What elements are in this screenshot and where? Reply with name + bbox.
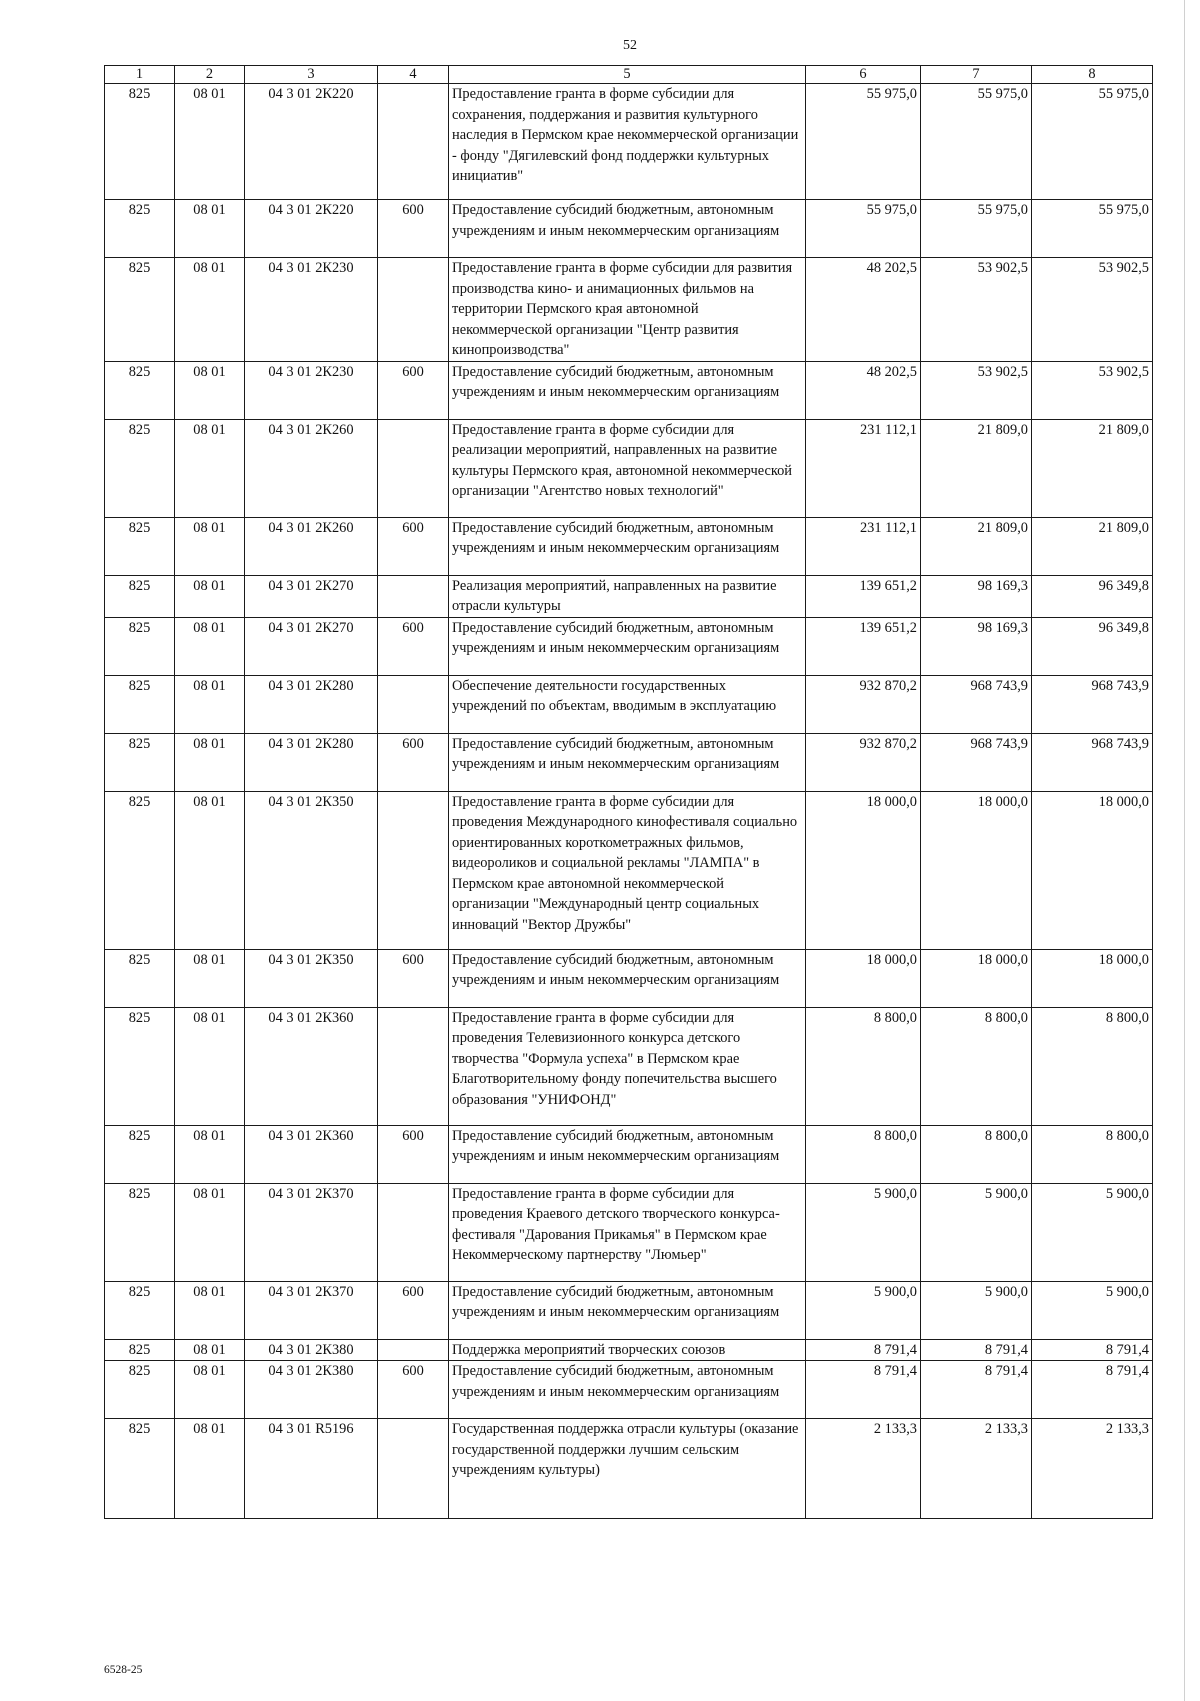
cell-expense-type: 600 [378,1281,449,1339]
table-row [105,1007,1153,1125]
cell-section-code: 08 01 [175,258,245,362]
table-row [105,1125,1153,1183]
cell-target-article: 04 3 01 2К220 [245,84,378,200]
cell-target-article: 04 3 01 2К280 [245,733,378,791]
cell-section-code: 08 01 [175,517,245,575]
cell-target-article: 04 3 01 R5196 [245,1419,378,1519]
cell-amount-year-2: 8 791,4 [921,1339,1032,1361]
cell-department-code: 825 [105,1281,175,1339]
cell-department-code: 825 [105,419,175,517]
cell-description: Поддержка мероприятий творческих союзов [449,1339,806,1361]
budget-table [104,65,1153,1519]
cell-description: Предоставление субсидий бюджетным, автономным учреждениям и иным некоммерческим организациям [449,1281,806,1339]
cell-description: Предоставление гранта в форме субсидии для проведения Телевизионного конкурса детского творчества "Формула успеха" в Пермском крае Благотворительному фонду попечительства высшего образования "УНИФОНД" [449,1007,806,1125]
cell-expense-type: 600 [378,200,449,258]
cell-description: Предоставление гранта в форме субсидии для развития производства кино- и анимационных фильмов на территории Пермского края автономной некоммерческой организации "Центр развития кинопроизводства" [449,258,806,362]
cell-amount-year-2: 18 000,0 [921,949,1032,1007]
cell-target-article: 04 3 01 2К270 [245,575,378,617]
cell-description: Предоставление субсидий бюджетным, автономным учреждениям и иным некоммерческим организациям [449,733,806,791]
cell-amount-year-1: 932 870,2 [806,733,921,791]
table-row [105,617,1153,675]
cell-amount-year-3: 18 000,0 [1032,949,1153,1007]
cell-section-code: 08 01 [175,733,245,791]
table-row [105,1183,1153,1281]
cell-target-article: 04 3 01 2К220 [245,200,378,258]
cell-department-code: 825 [105,1007,175,1125]
table-row [105,949,1153,1007]
cell-description: Предоставление субсидий бюджетным, автономным учреждениям и иным некоммерческим организациям [449,1361,806,1419]
cell-target-article: 04 3 01 2К380 [245,1361,378,1419]
cell-amount-year-3: 21 809,0 [1032,419,1153,517]
cell-amount-year-2: 21 809,0 [921,517,1032,575]
cell-amount-year-3: 96 349,8 [1032,617,1153,675]
cell-target-article: 04 3 01 2К230 [245,361,378,419]
cell-amount-year-2: 53 902,5 [921,258,1032,362]
cell-amount-year-3: 21 809,0 [1032,517,1153,575]
cell-target-article: 04 3 01 2К370 [245,1183,378,1281]
cell-section-code: 08 01 [175,575,245,617]
table-header [105,66,1153,84]
cell-section-code: 08 01 [175,1339,245,1361]
table-row [105,791,1153,949]
cell-amount-year-2: 8 800,0 [921,1007,1032,1125]
cell-section-code: 08 01 [175,84,245,200]
cell-expense-type: 600 [378,517,449,575]
cell-description: Предоставление гранта в форме субсидии для проведения Краевого детского творческого конкурса-фестиваля "Дарования Прикамья" в Пермском крае Некоммерческому партнерству "Люмьер" [449,1183,806,1281]
table-row [105,258,1153,362]
column-header-4: 4 [378,66,449,84]
cell-description: Предоставление субсидий бюджетным, автономным учреждениям и иным некоммерческим организациям [449,1125,806,1183]
column-header-7: 7 [921,66,1032,84]
cell-section-code: 08 01 [175,419,245,517]
cell-amount-year-2: 55 975,0 [921,84,1032,200]
cell-department-code: 825 [105,675,175,733]
cell-target-article: 04 3 01 2К260 [245,419,378,517]
cell-amount-year-2: 18 000,0 [921,791,1032,949]
cell-amount-year-2: 8 800,0 [921,1125,1032,1183]
table-row [105,517,1153,575]
cell-amount-year-3: 968 743,9 [1032,733,1153,791]
cell-amount-year-2: 8 791,4 [921,1361,1032,1419]
cell-amount-year-2: 53 902,5 [921,361,1032,419]
column-header-6: 6 [806,66,921,84]
cell-description: Государственная поддержка отрасли культуры (оказание государственной поддержки лучшим сельским учреждениям культуры) [449,1419,806,1519]
cell-section-code: 08 01 [175,200,245,258]
cell-section-code: 08 01 [175,1281,245,1339]
cell-department-code: 825 [105,617,175,675]
cell-expense-type [378,1419,449,1519]
cell-target-article: 04 3 01 2К350 [245,791,378,949]
cell-amount-year-3: 5 900,0 [1032,1281,1153,1339]
cell-amount-year-2: 2 133,3 [921,1419,1032,1519]
cell-amount-year-2: 5 900,0 [921,1183,1032,1281]
table-row [105,733,1153,791]
cell-section-code: 08 01 [175,1183,245,1281]
cell-amount-year-3: 18 000,0 [1032,791,1153,949]
cell-target-article: 04 3 01 2К360 [245,1007,378,1125]
cell-description: Предоставление субсидий бюджетным, автономным учреждениям и иным некоммерческим организациям [449,200,806,258]
column-header-1: 1 [105,66,175,84]
cell-amount-year-1: 8 791,4 [806,1339,921,1361]
cell-amount-year-1: 5 900,0 [806,1183,921,1281]
table-row [105,84,1153,200]
cell-department-code: 825 [105,1419,175,1519]
cell-amount-year-3: 8 791,4 [1032,1361,1153,1419]
cell-section-code: 08 01 [175,1419,245,1519]
cell-amount-year-2: 968 743,9 [921,733,1032,791]
cell-expense-type: 600 [378,733,449,791]
table-row [105,1361,1153,1419]
cell-amount-year-3: 55 975,0 [1032,200,1153,258]
cell-amount-year-3: 5 900,0 [1032,1183,1153,1281]
cell-amount-year-3: 8 800,0 [1032,1125,1153,1183]
cell-section-code: 08 01 [175,617,245,675]
table-row [105,1419,1153,1519]
cell-description: Реализация мероприятий, направленных на развитие отрасли культуры [449,575,806,617]
cell-department-code: 825 [105,1361,175,1419]
cell-expense-type: 600 [378,1361,449,1419]
cell-amount-year-3: 2 133,3 [1032,1419,1153,1519]
cell-amount-year-1: 18 000,0 [806,949,921,1007]
cell-target-article: 04 3 01 2К380 [245,1339,378,1361]
cell-description: Обеспечение деятельности государственных учреждений по объектам, вводимым в эксплуатацию [449,675,806,733]
cell-amount-year-1: 5 900,0 [806,1281,921,1339]
cell-expense-type [378,419,449,517]
cell-description: Предоставление гранта в форме субсидии для сохранения, поддержания и развития культурного наследия в Пермском крае некоммерческой организации - фонду "Дягилевский фонд поддержки культурных инициатив" [449,84,806,200]
cell-section-code: 08 01 [175,1007,245,1125]
cell-description: Предоставление гранта в форме субсидии для реализации мероприятий, направленных на развитие культуры Пермского края, автономной некоммерческой организации "Агентство новых технологий" [449,419,806,517]
cell-amount-year-1: 139 651,2 [806,575,921,617]
cell-amount-year-3: 53 902,5 [1032,361,1153,419]
table-row [105,1281,1153,1339]
cell-department-code: 825 [105,949,175,1007]
cell-department-code: 825 [105,84,175,200]
cell-amount-year-2: 968 743,9 [921,675,1032,733]
cell-description: Предоставление субсидий бюджетным, автономным учреждениям и иным некоммерческим организациям [449,617,806,675]
column-header-8: 8 [1032,66,1153,84]
cell-amount-year-3: 53 902,5 [1032,258,1153,362]
cell-amount-year-3: 968 743,9 [1032,675,1153,733]
cell-amount-year-1: 8 800,0 [806,1125,921,1183]
cell-department-code: 825 [105,1339,175,1361]
table-row [105,361,1153,419]
cell-amount-year-1: 8 800,0 [806,1007,921,1125]
cell-department-code: 825 [105,791,175,949]
cell-section-code: 08 01 [175,1125,245,1183]
cell-section-code: 08 01 [175,1361,245,1419]
table-row [105,1339,1153,1361]
cell-section-code: 08 01 [175,361,245,419]
column-header-3: 3 [245,66,378,84]
cell-amount-year-2: 55 975,0 [921,200,1032,258]
cell-expense-type [378,258,449,362]
cell-expense-type [378,675,449,733]
cell-amount-year-3: 8 791,4 [1032,1339,1153,1361]
table-row [105,675,1153,733]
cell-department-code: 825 [105,575,175,617]
cell-description: Предоставление субсидий бюджетным, автономным учреждениям и иным некоммерческим организациям [449,361,806,419]
cell-amount-year-3: 96 349,8 [1032,575,1153,617]
cell-target-article: 04 3 01 2К360 [245,1125,378,1183]
page-number: 52 [623,38,637,53]
cell-target-article: 04 3 01 2К270 [245,617,378,675]
cell-expense-type [378,1339,449,1361]
cell-amount-year-2: 98 169,3 [921,575,1032,617]
cell-expense-type [378,791,449,949]
cell-department-code: 825 [105,361,175,419]
cell-amount-year-3: 8 800,0 [1032,1007,1153,1125]
cell-amount-year-2: 98 169,3 [921,617,1032,675]
cell-amount-year-1: 231 112,1 [806,419,921,517]
cell-expense-type [378,1007,449,1125]
cell-amount-year-1: 48 202,5 [806,361,921,419]
column-header-2: 2 [175,66,245,84]
cell-amount-year-1: 55 975,0 [806,200,921,258]
cell-section-code: 08 01 [175,791,245,949]
cell-amount-year-1: 48 202,5 [806,258,921,362]
cell-amount-year-1: 231 112,1 [806,517,921,575]
cell-department-code: 825 [105,258,175,362]
cell-expense-type [378,1183,449,1281]
cell-amount-year-1: 932 870,2 [806,675,921,733]
cell-department-code: 825 [105,733,175,791]
cell-department-code: 825 [105,517,175,575]
cell-expense-type: 600 [378,617,449,675]
column-header-5: 5 [449,66,806,84]
table-row [105,575,1153,617]
cell-expense-type: 600 [378,949,449,1007]
table-body [105,84,1153,1519]
cell-description: Предоставление субсидий бюджетным, автономным учреждениям и иным некоммерческим организациям [449,517,806,575]
cell-target-article: 04 3 01 2К280 [245,675,378,733]
cell-target-article: 04 3 01 2К260 [245,517,378,575]
cell-department-code: 825 [105,1183,175,1281]
cell-amount-year-1: 2 133,3 [806,1419,921,1519]
header-row [105,66,1153,84]
footer-code: 6528-25 [104,1664,143,1676]
cell-target-article: 04 3 01 2К370 [245,1281,378,1339]
cell-amount-year-1: 139 651,2 [806,617,921,675]
cell-expense-type: 600 [378,1125,449,1183]
cell-department-code: 825 [105,1125,175,1183]
table-row [105,419,1153,517]
cell-amount-year-2: 5 900,0 [921,1281,1032,1339]
scan-margin-line [1184,0,1185,1701]
cell-expense-type: 600 [378,361,449,419]
cell-description: Предоставление субсидий бюджетным, автономным учреждениям и иным некоммерческим организациям [449,949,806,1007]
table-row [105,200,1153,258]
cell-target-article: 04 3 01 2К230 [245,258,378,362]
cell-target-article: 04 3 01 2К350 [245,949,378,1007]
cell-section-code: 08 01 [175,675,245,733]
cell-description: Предоставление гранта в форме субсидии для проведения Международного кинофестиваля социально ориентированных короткометражных фильмов, видеороликов и социальной рекламы "ЛАМПА" в Пермском крае автономной некоммерческой организации "Международный центр социальных инноваций "Вектор Дружбы" [449,791,806,949]
cell-amount-year-1: 8 791,4 [806,1361,921,1419]
cell-section-code: 08 01 [175,949,245,1007]
cell-amount-year-1: 55 975,0 [806,84,921,200]
cell-amount-year-3: 55 975,0 [1032,84,1153,200]
cell-expense-type [378,84,449,200]
cell-amount-year-2: 21 809,0 [921,419,1032,517]
cell-expense-type [378,575,449,617]
cell-amount-year-1: 18 000,0 [806,791,921,949]
cell-department-code: 825 [105,200,175,258]
